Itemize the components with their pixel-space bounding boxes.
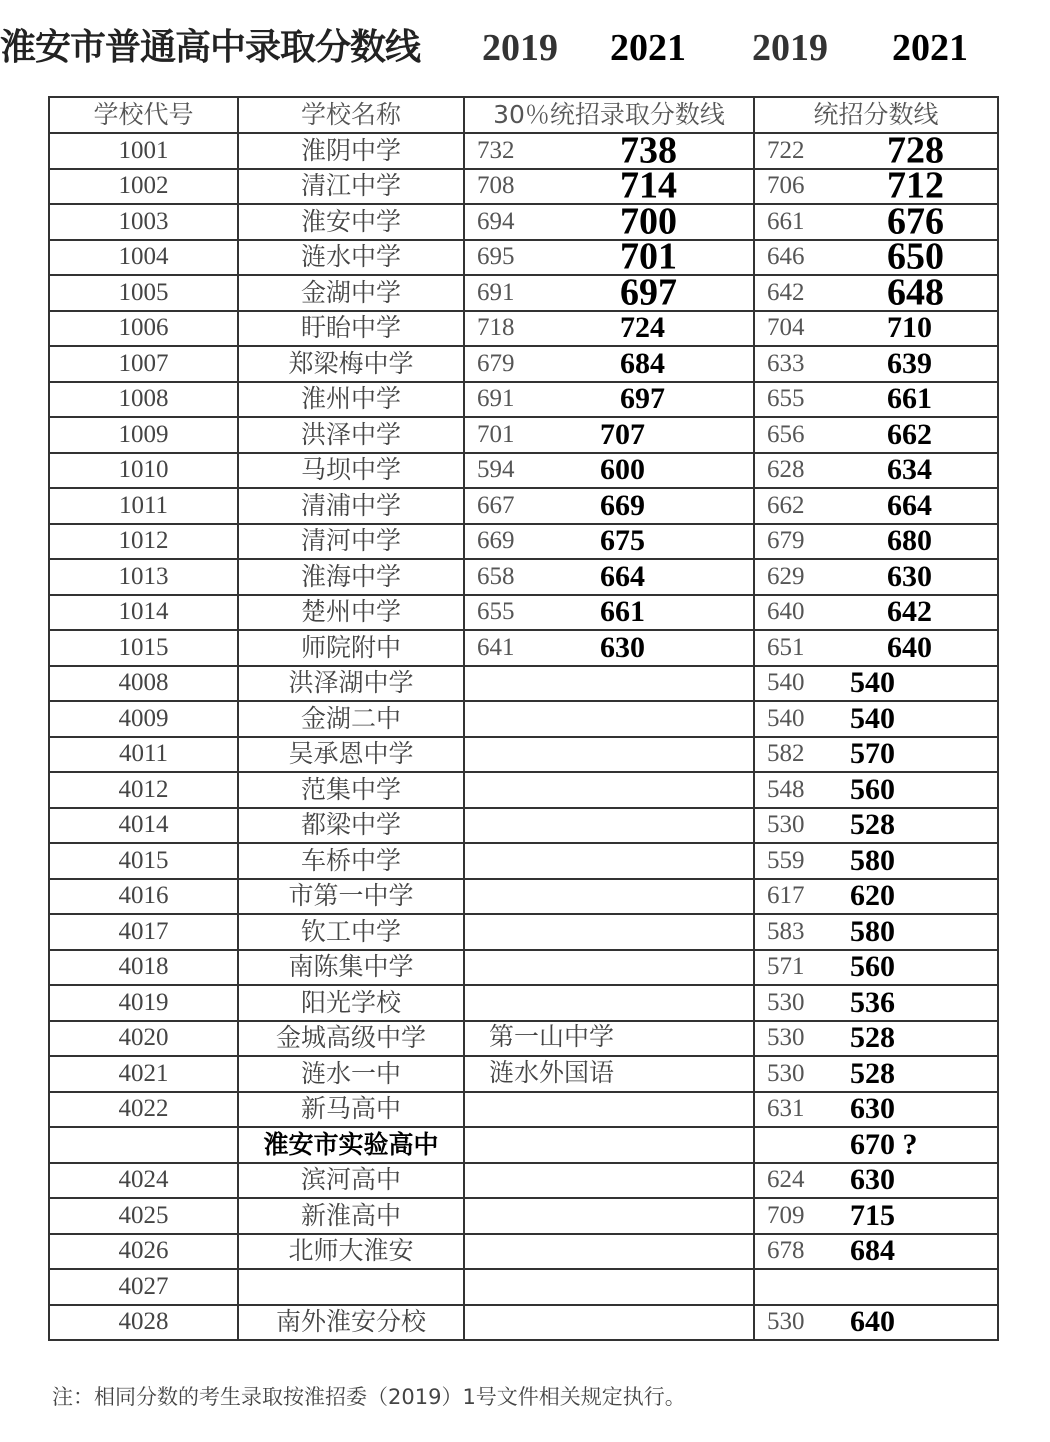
score-unified-cell bbox=[754, 559, 998, 595]
school-name: 新马高中 bbox=[238, 1092, 464, 1128]
table-row bbox=[49, 950, 998, 986]
school-code: 4022 bbox=[49, 1092, 238, 1128]
footnote: 注：相同分数的考生录取按淮招委（2019）1号文件相关规定执行。 bbox=[52, 1385, 686, 1409]
school-code: 4025 bbox=[49, 1198, 238, 1234]
school-name: 郑梁梅中学 bbox=[238, 346, 464, 382]
score-2021: 664 bbox=[600, 559, 645, 593]
school-code: 1008 bbox=[49, 382, 238, 418]
score-2021: 724 bbox=[620, 311, 665, 345]
header-name: 学校名称 bbox=[238, 97, 464, 133]
score-2021: 580 bbox=[850, 914, 895, 948]
score-2021: 680 bbox=[887, 524, 932, 558]
score-30pct-cell bbox=[464, 1163, 754, 1199]
table-row bbox=[49, 630, 998, 666]
score-30pct-cell bbox=[464, 453, 754, 489]
school-name: 淮安市实验高中 bbox=[238, 1127, 464, 1163]
score-30pct-cell bbox=[464, 346, 754, 382]
table-row bbox=[49, 133, 998, 169]
score-2021: 640 bbox=[887, 630, 932, 664]
score-30pct-cell bbox=[464, 808, 754, 844]
score-30pct-cell bbox=[464, 772, 754, 808]
title-text: 淮安市普通高中录取分数线 bbox=[0, 26, 421, 68]
score-30pct-cell bbox=[464, 271, 754, 314]
school-code: 4011 bbox=[49, 737, 238, 773]
score-unified-cell bbox=[754, 453, 998, 489]
score-unified-cell bbox=[754, 666, 998, 702]
score-unified-cell bbox=[754, 914, 998, 950]
school-code: 4008 bbox=[49, 666, 238, 702]
score-30pct-cell bbox=[464, 985, 754, 1021]
score-2021: 661 bbox=[600, 595, 645, 629]
school-code: 4012 bbox=[49, 772, 238, 808]
score-2021: 700 bbox=[620, 200, 677, 243]
score-2019: 633 bbox=[767, 349, 805, 377]
score-2019: 679 bbox=[477, 349, 515, 377]
year-label: 2021 bbox=[892, 27, 968, 69]
score-2021: 528 bbox=[850, 1056, 895, 1090]
score-unified-cell bbox=[754, 1234, 998, 1270]
school-code: 1011 bbox=[49, 488, 238, 524]
table-row bbox=[49, 311, 998, 347]
score-2019: 642 bbox=[767, 278, 805, 306]
score-2021: 697 bbox=[620, 382, 665, 416]
score-2019: 530 bbox=[767, 811, 805, 839]
score-unified-cell bbox=[754, 772, 998, 808]
score-unified-cell bbox=[754, 346, 998, 382]
table-row bbox=[49, 382, 998, 418]
school-name: 清浦中学 bbox=[238, 488, 464, 524]
score-2019: 624 bbox=[767, 1166, 805, 1194]
score-2021: 560 bbox=[850, 950, 895, 984]
score-30pct-cell bbox=[464, 1127, 754, 1163]
score-unified-cell bbox=[754, 1305, 998, 1341]
score-2021: 600 bbox=[600, 453, 645, 487]
score-2021: 620 bbox=[850, 879, 895, 913]
school-name: 金城高级中学 bbox=[238, 1021, 464, 1057]
score-2021: 669 bbox=[600, 488, 645, 522]
score-2021: 540 bbox=[850, 666, 895, 700]
score-2019: 718 bbox=[477, 314, 515, 342]
table-row bbox=[49, 524, 998, 560]
score-2021: 634 bbox=[887, 453, 932, 487]
score-unified-cell bbox=[754, 1021, 998, 1057]
school-name: 淮阴中学 bbox=[238, 133, 464, 169]
score-unified-cell bbox=[754, 1127, 998, 1163]
table-row bbox=[49, 240, 998, 276]
score-2019: 629 bbox=[767, 562, 805, 590]
score-unified-cell bbox=[754, 1269, 998, 1305]
school-name: 淮州中学 bbox=[238, 382, 464, 418]
score-unified-cell bbox=[754, 701, 998, 737]
school-name: 金湖中学 bbox=[238, 275, 464, 311]
table-row bbox=[49, 666, 998, 702]
score-2019: 662 bbox=[767, 491, 805, 519]
score-2019: 661 bbox=[767, 207, 805, 235]
score-2019: 530 bbox=[767, 1059, 805, 1087]
score-2019: 559 bbox=[767, 846, 805, 874]
school-name: 钦工中学 bbox=[238, 914, 464, 950]
score-2021: 528 bbox=[850, 808, 895, 842]
school-code: 4021 bbox=[49, 1056, 238, 1092]
score-2019: 646 bbox=[767, 243, 805, 271]
score-2021: 630 bbox=[850, 1163, 895, 1197]
table-row bbox=[49, 1305, 998, 1341]
school-code: 4018 bbox=[49, 950, 238, 986]
school-name: 阳光学校 bbox=[238, 985, 464, 1021]
school-name: 洪泽湖中学 bbox=[238, 666, 464, 702]
score-30pct-cell bbox=[464, 701, 754, 737]
score-2019: 732 bbox=[477, 136, 515, 164]
score-30pct-cell bbox=[464, 1056, 754, 1092]
table-row bbox=[49, 879, 998, 915]
score-30pct-cell bbox=[464, 737, 754, 773]
score-2021: 701 bbox=[620, 235, 677, 278]
table-row bbox=[49, 737, 998, 773]
school-name: 金湖二中 bbox=[238, 701, 464, 737]
table-row bbox=[49, 808, 998, 844]
table-row bbox=[49, 914, 998, 950]
score-2021: 630 bbox=[850, 1092, 895, 1126]
score-2019: 530 bbox=[767, 1024, 805, 1052]
score-unified-cell bbox=[754, 164, 998, 207]
score-2021: 570 bbox=[850, 737, 895, 771]
score-2019: 530 bbox=[767, 1308, 805, 1336]
score-30pct-cell bbox=[464, 630, 754, 666]
score-2021: 715 bbox=[850, 1198, 895, 1232]
table-row bbox=[49, 1056, 998, 1092]
school-code: 1004 bbox=[49, 240, 238, 276]
score-2019: 709 bbox=[767, 1201, 805, 1229]
score-2019: 679 bbox=[767, 527, 805, 555]
school-code: 4026 bbox=[49, 1234, 238, 1270]
school-code: 1014 bbox=[49, 595, 238, 631]
school-name: 市第一中学 bbox=[238, 879, 464, 915]
score-unified-cell bbox=[754, 843, 998, 879]
score-unified-cell bbox=[754, 808, 998, 844]
score-2021: 675 bbox=[600, 524, 645, 558]
school-code: 1010 bbox=[49, 453, 238, 489]
score-2021: 580 bbox=[850, 843, 895, 877]
school-name: 盱眙中学 bbox=[238, 311, 464, 347]
score-2019: 571 bbox=[767, 953, 805, 981]
school-code: 4015 bbox=[49, 843, 238, 879]
school-name: 滨河高中 bbox=[238, 1163, 464, 1199]
header-30pct: 30％统招录取分数线 bbox=[464, 97, 754, 133]
table-row bbox=[49, 453, 998, 489]
score-2021: 650 bbox=[887, 235, 944, 278]
school-name: 南外淮安分校 bbox=[238, 1305, 464, 1341]
score-unified-cell bbox=[754, 985, 998, 1021]
table-row bbox=[49, 772, 998, 808]
score-2019: 540 bbox=[767, 704, 805, 732]
score-30pct-cell bbox=[464, 1092, 754, 1128]
score-30pct-cell bbox=[464, 200, 754, 243]
score-2021: 728 bbox=[887, 129, 944, 172]
school-name: 清江中学 bbox=[238, 169, 464, 205]
score-2019: 540 bbox=[767, 669, 805, 697]
score-2019: 548 bbox=[767, 775, 805, 803]
school-name: 涟水一中 bbox=[238, 1056, 464, 1092]
score-30pct-cell bbox=[464, 879, 754, 915]
school-code: 4009 bbox=[49, 701, 238, 737]
table-row bbox=[49, 346, 998, 382]
score-2021: 662 bbox=[887, 417, 932, 451]
school-name: 淮安中学 bbox=[238, 204, 464, 240]
score-2019: 631 bbox=[767, 1095, 805, 1123]
score-30pct-cell bbox=[464, 1305, 754, 1341]
table-row bbox=[49, 204, 998, 240]
extra-school-name: 第一山中学 bbox=[489, 1024, 615, 1052]
table-row bbox=[49, 1127, 998, 1163]
score-2021: 642 bbox=[887, 595, 932, 629]
score-2019: 678 bbox=[767, 1237, 805, 1265]
score-30pct-cell bbox=[464, 129, 754, 172]
score-2021: 648 bbox=[887, 271, 944, 314]
score-2019: 691 bbox=[477, 278, 515, 306]
school-name bbox=[238, 1269, 464, 1305]
score-2019: 701 bbox=[477, 420, 515, 448]
school-code: 1006 bbox=[49, 311, 238, 347]
score-2019: 669 bbox=[477, 527, 515, 555]
score-2019: 656 bbox=[767, 420, 805, 448]
school-name: 洪泽中学 bbox=[238, 417, 464, 453]
score-30pct-cell bbox=[464, 1269, 754, 1305]
score-unified-cell bbox=[754, 200, 998, 243]
table-row bbox=[49, 417, 998, 453]
score-2021: 528 bbox=[850, 1021, 895, 1055]
score-2021: 738 bbox=[620, 129, 677, 172]
score-unified-cell bbox=[754, 417, 998, 453]
school-code: 4014 bbox=[49, 808, 238, 844]
score-2019: 722 bbox=[767, 136, 805, 164]
score-2021: 639 bbox=[887, 346, 932, 380]
score-2021: 712 bbox=[887, 164, 944, 207]
school-code: 4028 bbox=[49, 1305, 238, 1341]
score-30pct-cell bbox=[464, 311, 754, 347]
header-code: 学校代号 bbox=[49, 97, 238, 133]
score-30pct-cell bbox=[464, 914, 754, 950]
school-name: 吴承恩中学 bbox=[238, 737, 464, 773]
score-2021: 630 bbox=[600, 630, 645, 664]
score-unified-cell bbox=[754, 595, 998, 631]
score-2021: 540 bbox=[850, 701, 895, 735]
score-2021: 661 bbox=[887, 382, 932, 416]
score-30pct-cell bbox=[464, 1021, 754, 1057]
score-2019: 708 bbox=[477, 172, 515, 200]
score-2019: 695 bbox=[477, 243, 515, 271]
school-code: 4020 bbox=[49, 1021, 238, 1057]
school-code: 1015 bbox=[49, 630, 238, 666]
score-30pct-cell bbox=[464, 524, 754, 560]
school-code: 1005 bbox=[49, 275, 238, 311]
score-2019: 582 bbox=[767, 740, 805, 768]
page-title bbox=[0, 22, 420, 72]
score-unified-cell bbox=[754, 524, 998, 560]
school-code bbox=[49, 1127, 238, 1163]
score-2019: 658 bbox=[477, 562, 515, 590]
score-2019: 628 bbox=[767, 456, 805, 484]
header-unified: 统招分数线 bbox=[754, 97, 998, 133]
school-name: 北师大淮安 bbox=[238, 1234, 464, 1270]
table-row bbox=[49, 488, 998, 524]
score-30pct-cell bbox=[464, 1198, 754, 1234]
score-unified-cell bbox=[754, 271, 998, 314]
score-unified-cell bbox=[754, 1092, 998, 1128]
score-2021: 684 bbox=[850, 1234, 895, 1268]
score-2021: 640 bbox=[850, 1305, 895, 1339]
table-row bbox=[49, 985, 998, 1021]
school-code: 1009 bbox=[49, 417, 238, 453]
score-unified-cell bbox=[754, 950, 998, 986]
score-2021: 664 bbox=[887, 488, 932, 522]
year-label: 2019 bbox=[752, 27, 828, 69]
school-code: 4019 bbox=[49, 985, 238, 1021]
school-name: 范集中学 bbox=[238, 772, 464, 808]
score-30pct-cell bbox=[464, 417, 754, 453]
score-2019: 640 bbox=[767, 598, 805, 626]
score-2019: 641 bbox=[477, 633, 515, 661]
score-2021: 536 bbox=[850, 985, 895, 1019]
score-30pct-cell bbox=[464, 595, 754, 631]
score-30pct-cell bbox=[464, 843, 754, 879]
table-row bbox=[49, 559, 998, 595]
school-name: 涟水中学 bbox=[238, 240, 464, 276]
year-label: 2021 bbox=[610, 27, 686, 69]
score-2019: 530 bbox=[767, 988, 805, 1016]
score-30pct-cell bbox=[464, 950, 754, 986]
school-code: 1012 bbox=[49, 524, 238, 560]
table-row bbox=[49, 1269, 998, 1305]
score-30pct-cell bbox=[464, 1234, 754, 1270]
score-2021: 670 ? bbox=[850, 1127, 918, 1161]
table-row bbox=[49, 701, 998, 737]
school-code: 1013 bbox=[49, 559, 238, 595]
score-2021: 714 bbox=[620, 164, 677, 207]
school-code: 1007 bbox=[49, 346, 238, 382]
table-row bbox=[49, 1021, 998, 1057]
extra-school-name: 涟水外国语 bbox=[489, 1059, 615, 1087]
score-unified-cell bbox=[754, 1056, 998, 1092]
school-name: 新淮高中 bbox=[238, 1198, 464, 1234]
score-2021: 710 bbox=[887, 311, 932, 345]
table-row bbox=[49, 595, 998, 631]
school-name: 马坝中学 bbox=[238, 453, 464, 489]
score-unified-cell bbox=[754, 488, 998, 524]
table-row bbox=[49, 1163, 998, 1199]
score-30pct-cell bbox=[464, 382, 754, 418]
score-30pct-cell bbox=[464, 488, 754, 524]
score-30pct-cell bbox=[464, 235, 754, 278]
score-unified-cell bbox=[754, 737, 998, 773]
score-table bbox=[48, 96, 999, 1341]
score-unified-cell bbox=[754, 129, 998, 172]
score-2021: 707 bbox=[600, 417, 645, 451]
score-2019: 706 bbox=[767, 172, 805, 200]
score-2019: 655 bbox=[477, 598, 515, 626]
year-label: 2019 bbox=[482, 27, 558, 69]
school-code: 4027 bbox=[49, 1269, 238, 1305]
score-30pct-cell bbox=[464, 164, 754, 207]
school-name: 南陈集中学 bbox=[238, 950, 464, 986]
school-name: 师院附中 bbox=[238, 630, 464, 666]
score-unified-cell bbox=[754, 382, 998, 418]
school-code: 4016 bbox=[49, 879, 238, 915]
score-unified-cell bbox=[754, 311, 998, 347]
school-name: 清河中学 bbox=[238, 524, 464, 560]
school-name: 淮海中学 bbox=[238, 559, 464, 595]
table-row bbox=[49, 169, 998, 205]
score-30pct-cell bbox=[464, 666, 754, 702]
score-2021: 560 bbox=[850, 772, 895, 806]
score-2019: 583 bbox=[767, 917, 805, 945]
score-30pct-cell bbox=[464, 559, 754, 595]
table-row bbox=[49, 1234, 998, 1270]
score-unified-cell bbox=[754, 1198, 998, 1234]
score-2021: 697 bbox=[620, 271, 677, 314]
score-unified-cell bbox=[754, 1163, 998, 1199]
table-row bbox=[49, 275, 998, 311]
score-unified-cell bbox=[754, 879, 998, 915]
score-unified-cell bbox=[754, 235, 998, 278]
school-name: 都梁中学 bbox=[238, 808, 464, 844]
score-2019: 617 bbox=[767, 882, 805, 910]
table-header bbox=[49, 97, 998, 133]
school-code: 1001 bbox=[49, 133, 238, 169]
table-row bbox=[49, 843, 998, 879]
school-name: 车桥中学 bbox=[238, 843, 464, 879]
score-2019: 594 bbox=[477, 456, 515, 484]
table-row bbox=[49, 1198, 998, 1234]
score-2021: 630 bbox=[887, 559, 932, 593]
school-name: 楚州中学 bbox=[238, 595, 464, 631]
score-2019: 691 bbox=[477, 385, 515, 413]
school-code: 4017 bbox=[49, 914, 238, 950]
school-code: 1002 bbox=[49, 169, 238, 205]
score-2019: 651 bbox=[767, 633, 805, 661]
score-2019: 655 bbox=[767, 385, 805, 413]
table-row bbox=[49, 1092, 998, 1128]
score-2019: 694 bbox=[477, 207, 515, 235]
score-2019: 704 bbox=[767, 314, 805, 342]
score-2021: 676 bbox=[887, 200, 944, 243]
score-unified-cell bbox=[754, 630, 998, 666]
score-2019: 667 bbox=[477, 491, 515, 519]
school-code: 4024 bbox=[49, 1163, 238, 1199]
score-2021: 684 bbox=[620, 346, 665, 380]
school-code: 1003 bbox=[49, 204, 238, 240]
